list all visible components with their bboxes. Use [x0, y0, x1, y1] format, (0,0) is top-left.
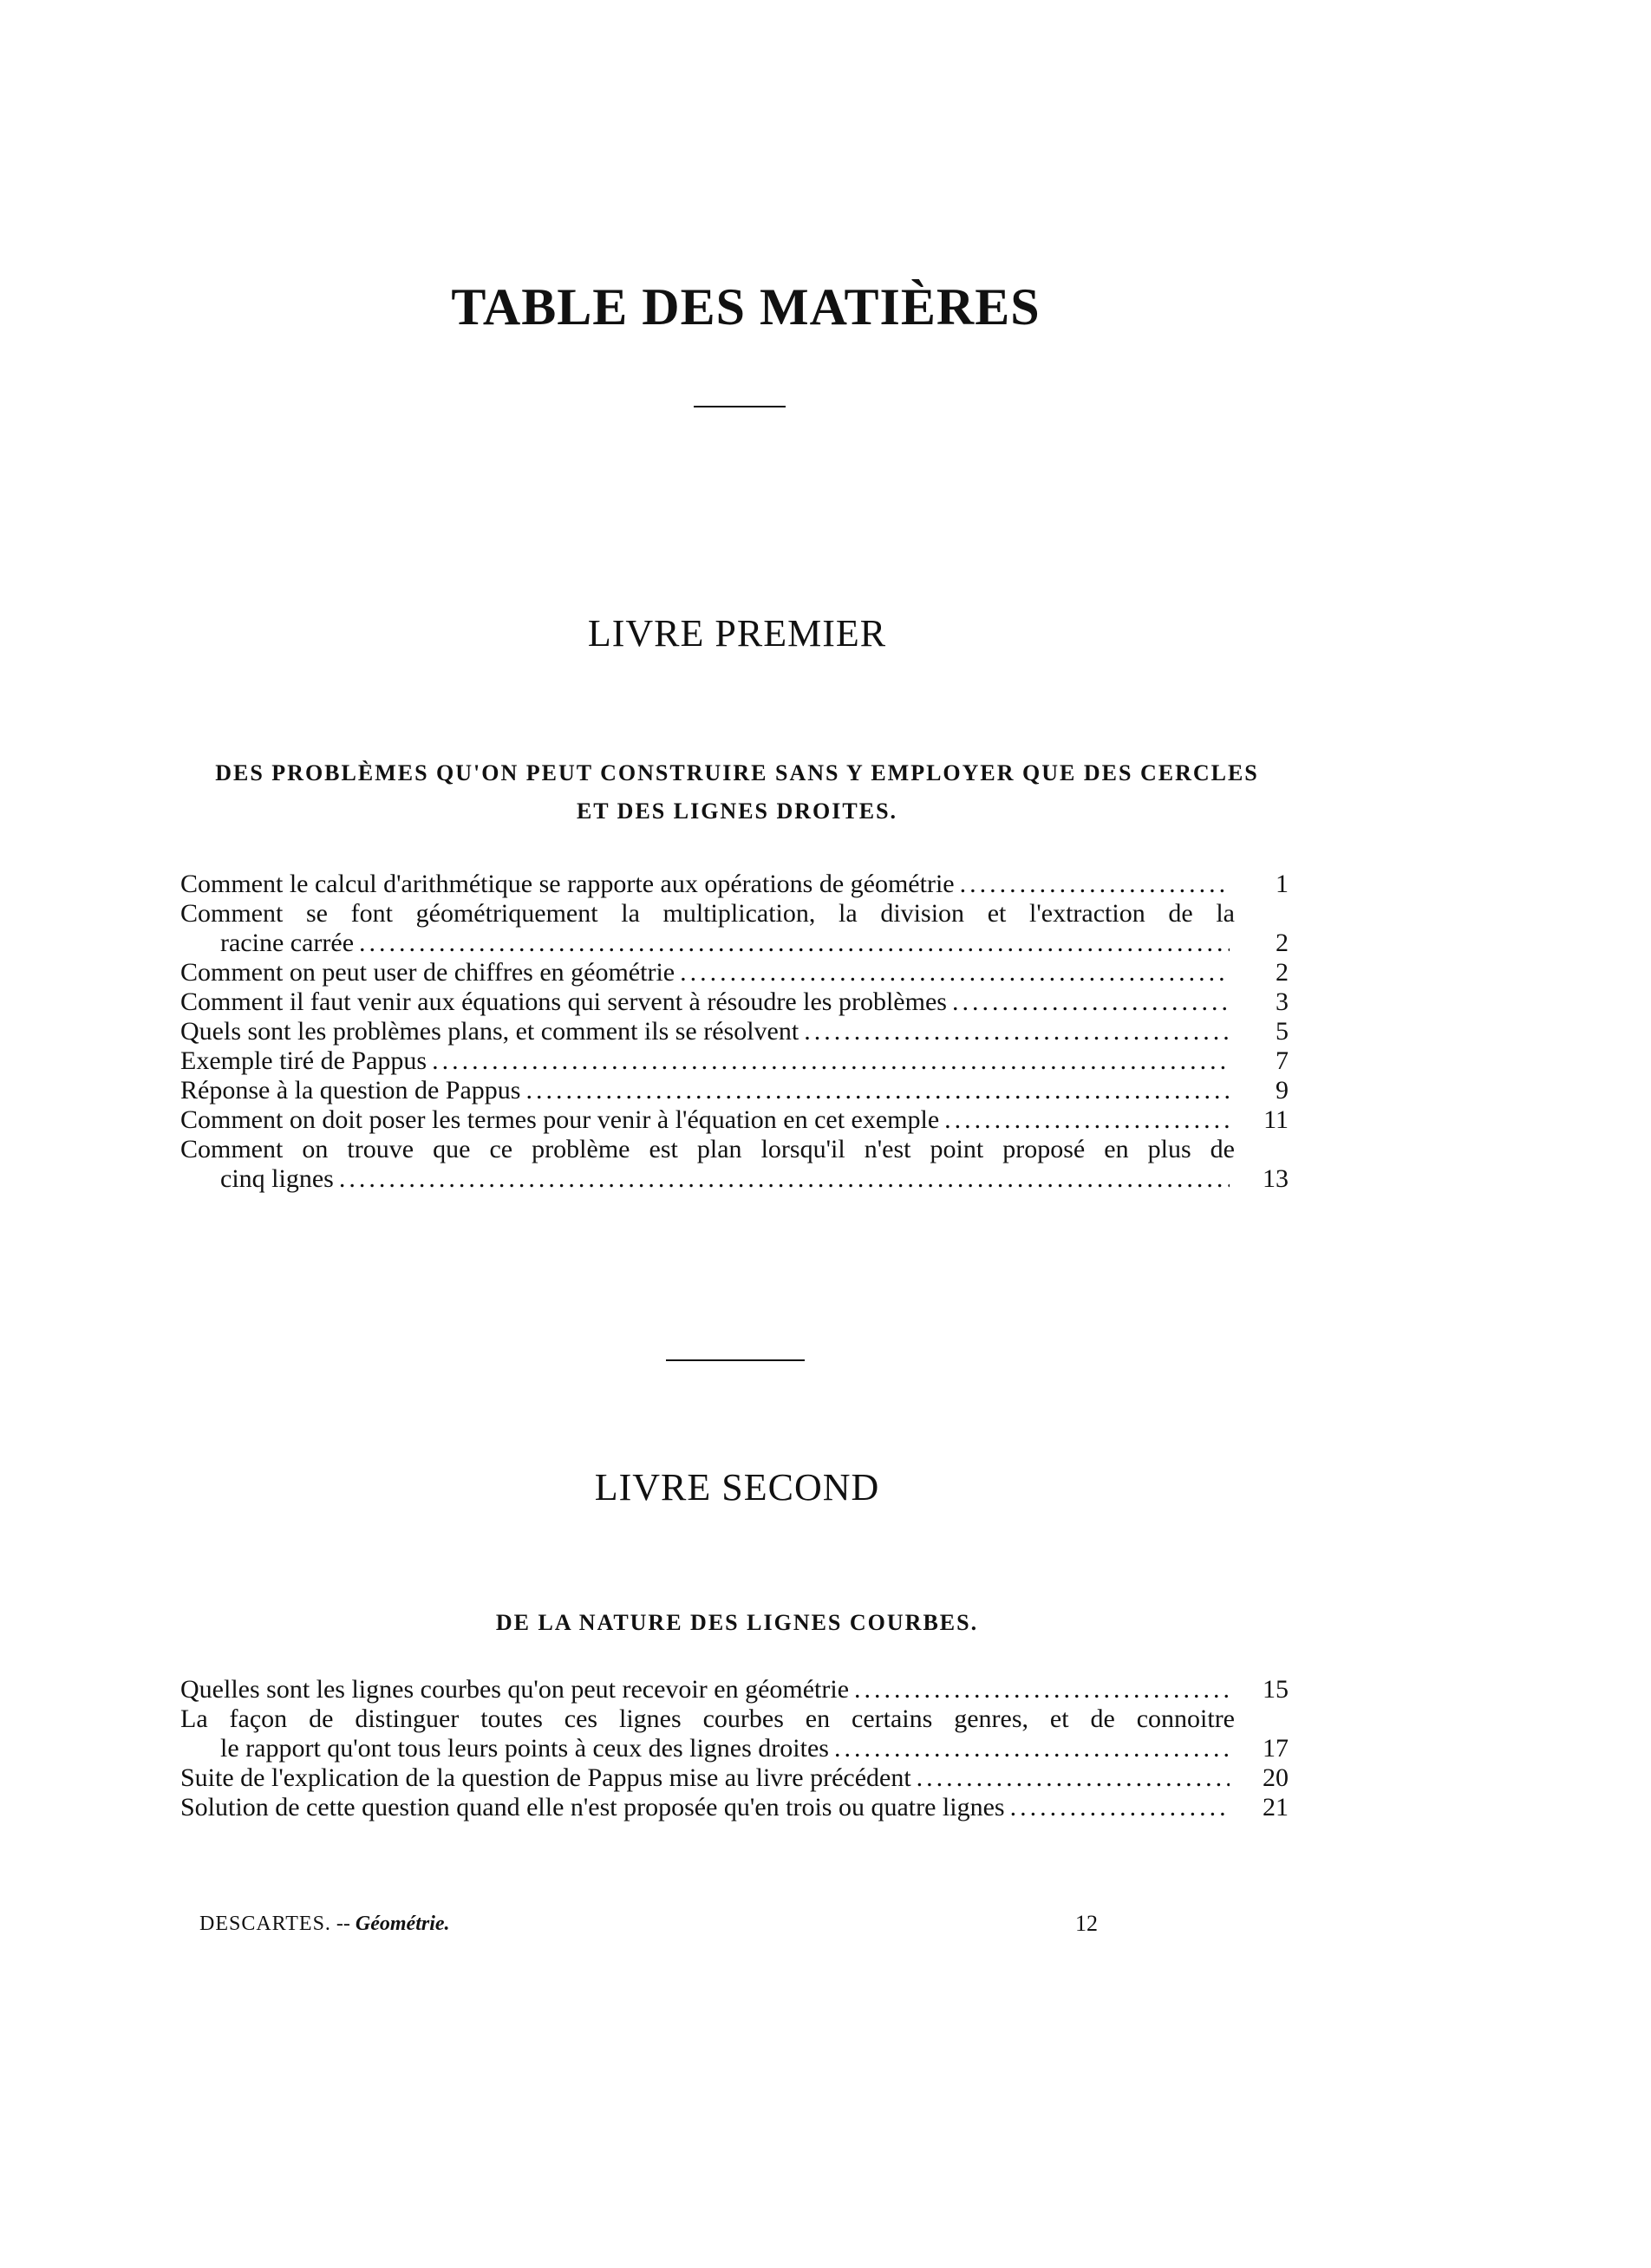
dot-leader: [680, 958, 1230, 987]
dot-leader: [960, 870, 1230, 899]
dot-leader: [804, 1017, 1230, 1046]
toc-entry: [180, 1763, 1289, 1793]
book-one-subtitle-line1: DES PROBLÈMES QU'ON PEUT CONSTRUIRE SANS Y EMPLOYER QUE DES CERCLES: [215, 760, 1259, 785]
toc-page-number: 7: [1276, 1046, 1289, 1075]
toc-entry: [180, 958, 1289, 987]
dot-leader: [944, 1105, 1230, 1135]
toc-entry: [180, 1793, 1289, 1822]
dot-leader: [834, 1734, 1230, 1763]
toc-entry-text: La façon de distinguer toutes ces lignes courbes en certains genres, et de connoitre: [180, 1704, 1235, 1733]
toc-entry: [180, 1076, 1289, 1105]
dot-leader: [1010, 1793, 1230, 1822]
section-rule: [666, 1359, 805, 1361]
toc-page-number: 21: [1263, 1793, 1289, 1822]
toc-entry-text: Réponse à la question de Pappus: [180, 1076, 521, 1105]
toc-entry-text: Comment le calcul d'arithmétique se rapporte aux opérations de géométrie: [180, 870, 955, 898]
toc-entry-text: Quelles sont les lignes courbes qu'on peut recevoir en géométrie: [180, 1675, 850, 1704]
dot-leader: [917, 1763, 1230, 1793]
dot-leader: [525, 1076, 1230, 1105]
toc-page-number: 9: [1276, 1076, 1289, 1105]
toc-entry-text: Comment il faut venir aux équations qui servent à résoudre les problèmes: [180, 987, 947, 1016]
page-title: TABLE DES MATIÈRES: [451, 278, 1041, 336]
dot-leader: [952, 987, 1230, 1017]
dot-leader: [359, 929, 1230, 958]
footer-separator: --: [330, 1913, 356, 1935]
toc-page-number: 5: [1276, 1017, 1289, 1046]
book-one-subtitle-line2: ET DES LIGNES DROITES.: [576, 798, 898, 824]
toc-entry: [180, 1046, 1289, 1076]
toc-entry: [180, 1105, 1289, 1135]
footer-work-title: Géométrie.: [355, 1913, 450, 1935]
toc-page-number: 15: [1263, 1675, 1289, 1704]
toc-entry-text: Comment on trouve que ce problème est plan lorsqu'il n'est point proposé en plus de: [180, 1135, 1235, 1163]
dot-leader: [432, 1046, 1230, 1076]
toc-page-number: 11: [1263, 1105, 1289, 1134]
toc-entry-text: Suite de l'explication de la question de Pappus mise au livre précédent: [180, 1763, 911, 1792]
toc-entry: [180, 1017, 1289, 1046]
book-one-subtitle: [173, 754, 1301, 831]
toc-entry-continuation: cinq lignes: [220, 1164, 334, 1193]
toc-entry: [180, 899, 1289, 958]
book-two-toc: [180, 1675, 1289, 1822]
toc-entry-text: Comment se font géométriquement la multiplication, la division et l'extraction de la: [180, 899, 1235, 928]
footer-author: [199, 1913, 450, 1936]
toc-entry-text: Comment on doit poser les termes pour venir à l'équation en cet exemple: [180, 1105, 940, 1134]
toc-page-number: 2: [1276, 929, 1289, 957]
book-one-toc: [180, 870, 1289, 1194]
toc-entry: [180, 1704, 1289, 1763]
toc-page-number: 3: [1276, 987, 1289, 1016]
book-two-subtitle: DE LA NATURE DES LIGNES COURBES.: [495, 1610, 979, 1635]
dot-leader: [854, 1675, 1230, 1704]
book-two-title: LIVRE SECOND: [594, 1466, 880, 1509]
toc-entry-text: Exemple tiré de Pappus: [180, 1046, 427, 1075]
book-one-title: LIVRE PREMIER: [587, 612, 887, 655]
dot-leader: [339, 1164, 1230, 1194]
toc-page-number: 1: [1276, 870, 1289, 898]
toc-page-number: 2: [1276, 958, 1289, 987]
title-rule: [694, 406, 786, 407]
toc-entry-continuation: racine carrée: [220, 929, 355, 957]
toc-entry: [180, 1135, 1289, 1194]
toc-entry-text: Solution de cette question quand elle n'est proposée qu'en trois ou quatre lignes: [180, 1793, 1005, 1822]
toc-entry: [180, 987, 1289, 1017]
toc-page-number: 13: [1263, 1164, 1289, 1193]
toc-entry-continuation: le rapport qu'ont tous leurs points à ceux des lignes droites: [220, 1734, 829, 1763]
toc-entry: [180, 1675, 1289, 1704]
signature-mark: 12: [1075, 1911, 1098, 1936]
toc-page-number: 17: [1263, 1734, 1289, 1763]
toc-page-number: 20: [1263, 1763, 1289, 1792]
footer-author-name: DESCARTES.: [199, 1913, 331, 1935]
toc-entry: [180, 870, 1289, 899]
toc-entry-text: Quels sont les problèmes plans, et comment ils se résolvent: [180, 1017, 799, 1046]
toc-entry-text: Comment on peut user de chiffres en géométrie: [180, 958, 675, 987]
